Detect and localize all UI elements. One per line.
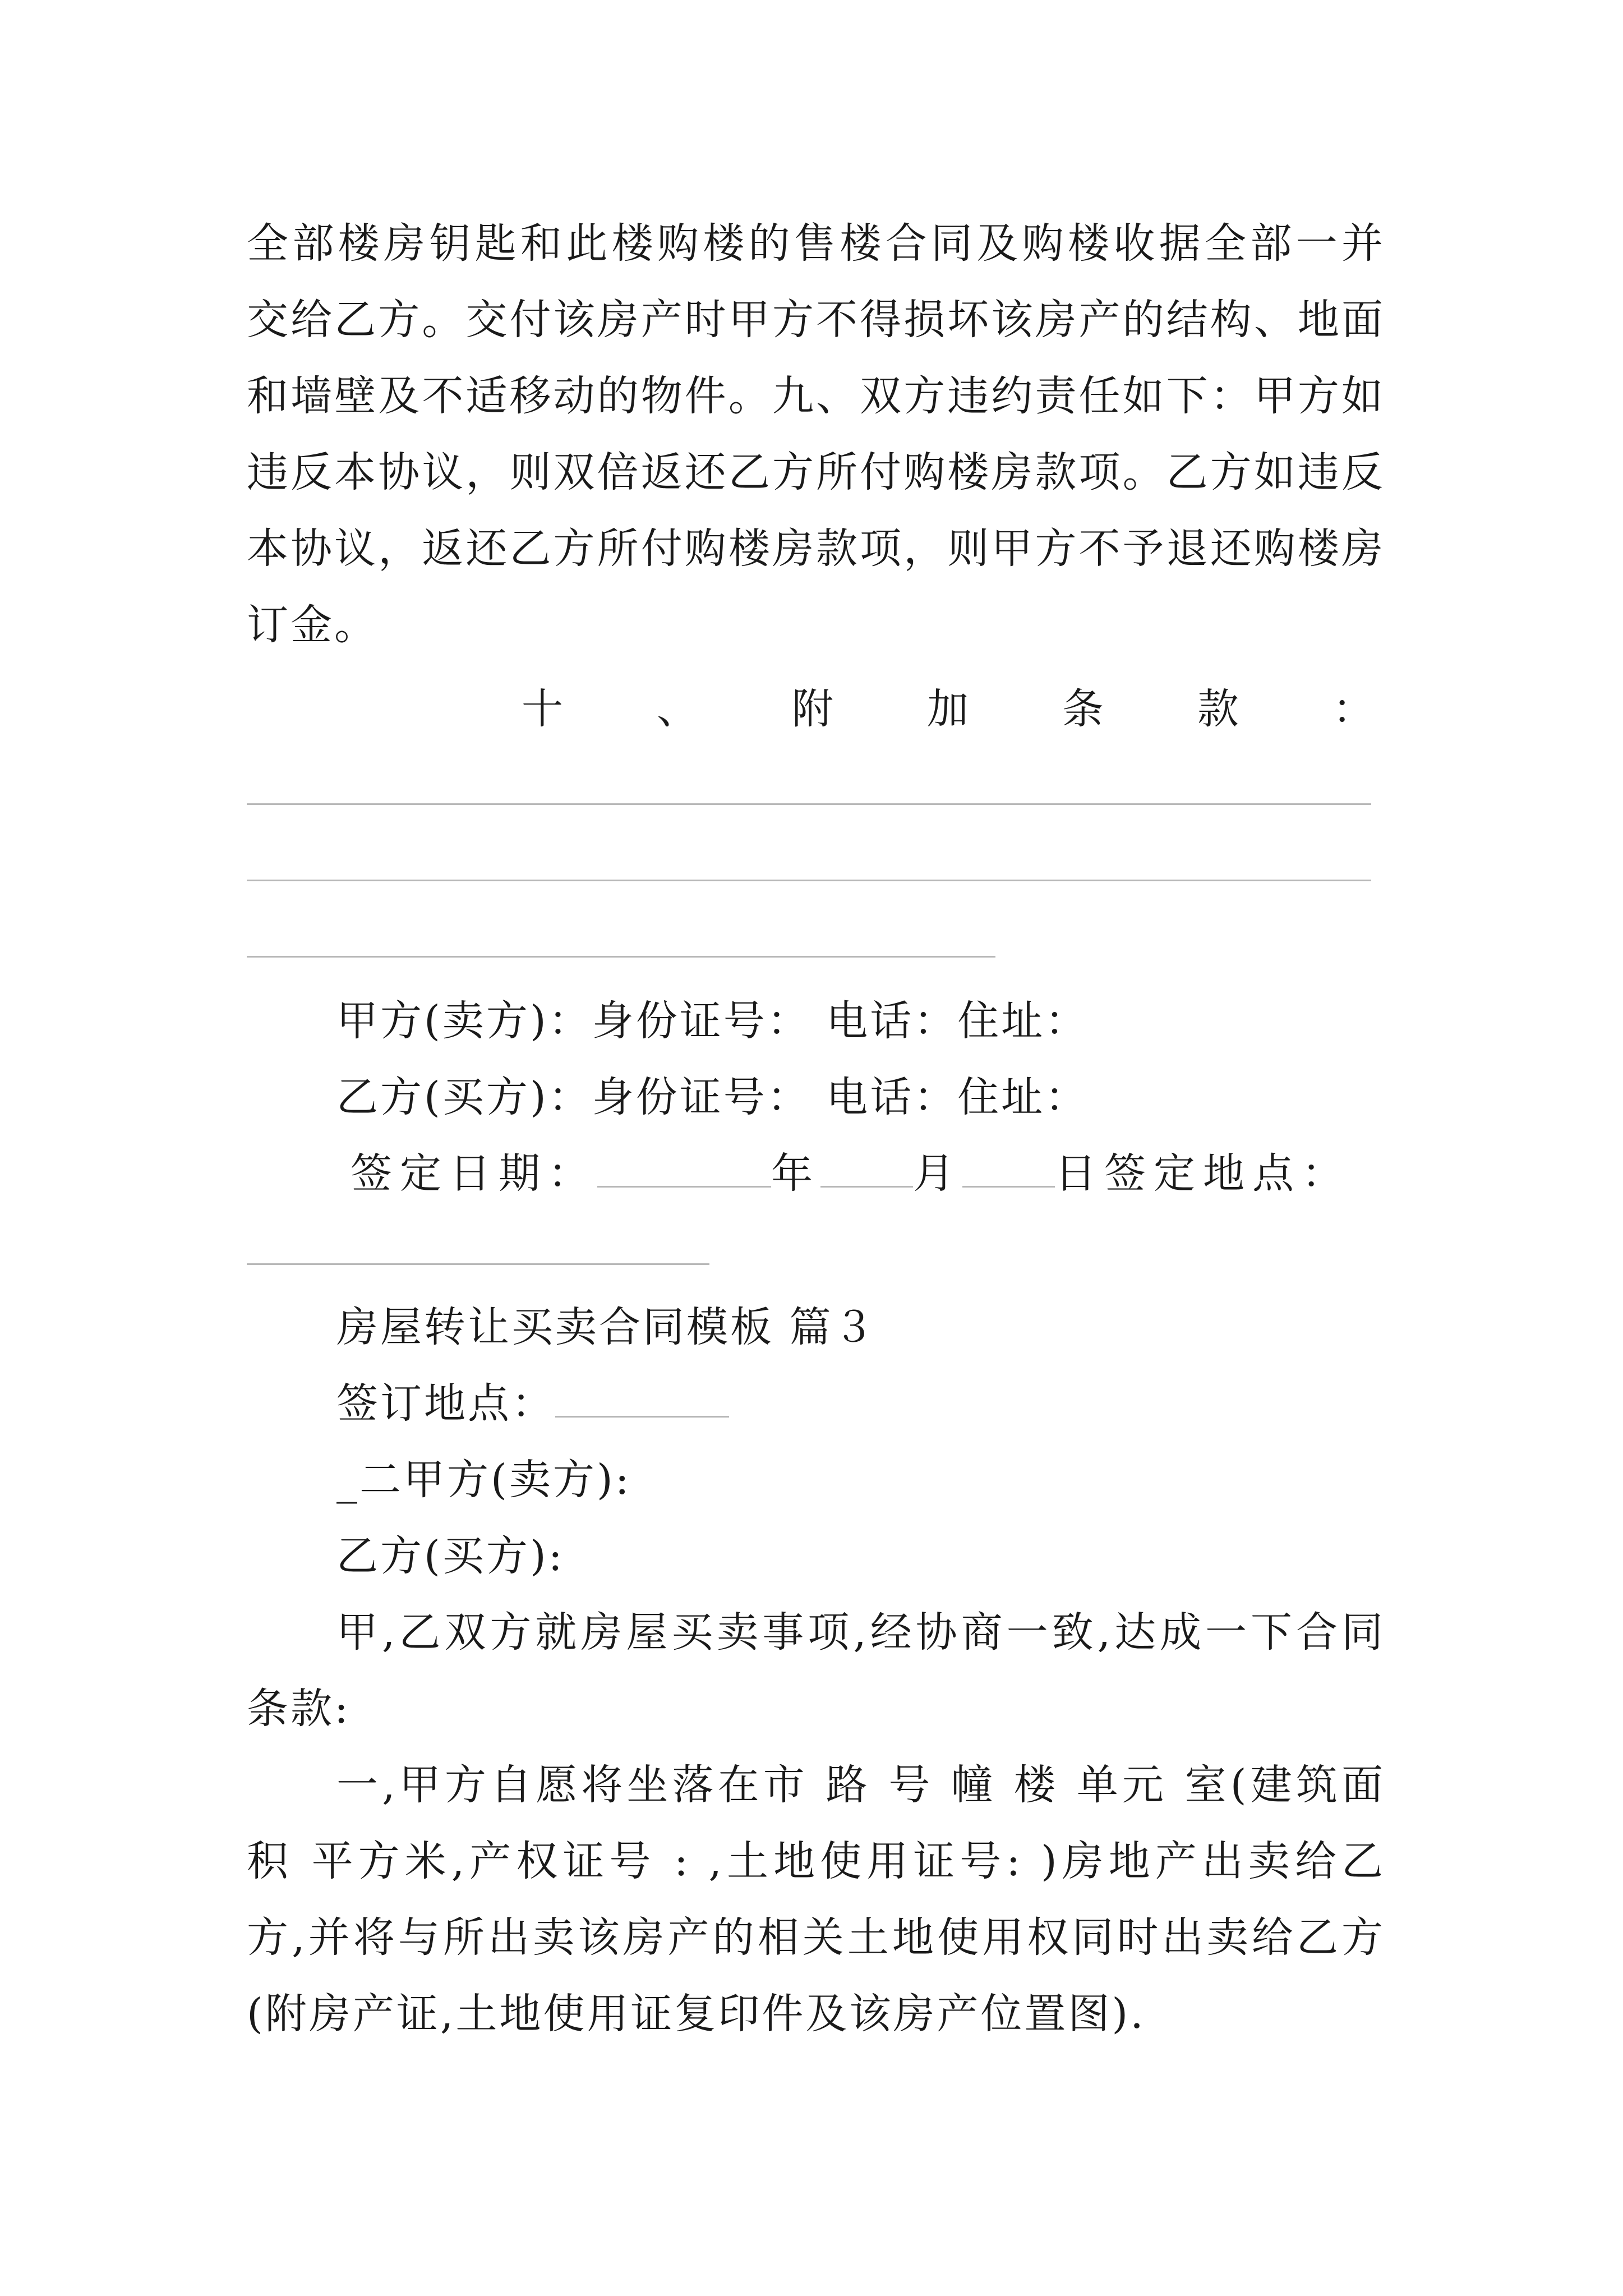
party-a-info: 甲方(卖方)：身份证号： 电话：住址： bbox=[336, 997, 1089, 1045]
year-blank bbox=[597, 1151, 771, 1188]
paragraph-top-line-2: 交给乙方。交付该房产时甲方不得损坏该房产的结构、地面 bbox=[247, 296, 1385, 344]
signing-date-label: 签定日期： bbox=[351, 1149, 597, 1198]
clause1-line-4: (附房产证,土地使用证复印件及该房产位置图). bbox=[247, 1990, 1146, 2038]
paragraph-top-line-1: 全部楼房钥匙和此楼购楼的售楼合同及购楼收据全部一并 bbox=[247, 219, 1385, 268]
section3-sign-place bbox=[336, 1365, 1475, 1442]
day-blank bbox=[962, 1151, 1055, 1188]
signing-date-line bbox=[351, 1135, 1371, 1212]
paragraph-top-line-5: 本协议，返还乙方所付购楼房款项，则甲方不予退还购楼房 bbox=[247, 524, 1385, 573]
section3-intro-line-1: 甲,乙双方就房屋买卖事项,经协商一致,达成一下合同 bbox=[336, 1608, 1385, 1657]
paragraph-top-line-4: 违反本协议，则双倍返还乙方所付购楼房款项。乙方如违反 bbox=[247, 448, 1385, 496]
year-label: 年 bbox=[771, 1149, 820, 1198]
month-label: 月 bbox=[913, 1149, 962, 1198]
day-place-label: 日签定地点： bbox=[1055, 1149, 1351, 1198]
additional-terms-blank-line-2 bbox=[247, 880, 1371, 881]
heading-char: 、 bbox=[657, 685, 698, 733]
heading-char: 十 bbox=[522, 685, 563, 733]
heading-char: ： bbox=[1332, 685, 1374, 733]
section3-buyer: 乙方(买方): bbox=[336, 1532, 565, 1580]
paragraph-top-line-3: 和墙壁及不适移动的物件。九、双方违约责任如下：甲方如 bbox=[247, 372, 1385, 420]
additional-terms-heading bbox=[522, 671, 1374, 747]
sign-place-blank bbox=[555, 1381, 729, 1418]
party-b-info: 乙方(买方)：身份证号： 电话：住址： bbox=[336, 1073, 1089, 1121]
additional-terms-blank-line-3 bbox=[247, 956, 995, 958]
section3-intro-line-2: 条款: bbox=[247, 1685, 351, 1733]
clause1-line-2: 积 平方米,产权证号 : ,土地使用证号: )房地产出卖给乙 bbox=[247, 1837, 1385, 1885]
heading-char: 条 bbox=[1062, 685, 1104, 733]
paragraph-top-last-line: 订金。 bbox=[247, 601, 378, 649]
clause1-line-1: 一,甲方自愿将坐落在市 路 号 幢 楼 单元 室(建筑面 bbox=[336, 1761, 1385, 1809]
month-blank bbox=[820, 1151, 913, 1188]
heading-char: 款 bbox=[1197, 685, 1239, 733]
section3-title: 房屋转让买卖合同模板 篇３ bbox=[336, 1303, 877, 1351]
signing-place-blank bbox=[247, 1263, 709, 1265]
heading-char: 附 bbox=[792, 685, 833, 733]
clause1-line-3: 方,并将与所出卖该房产的相关土地使用权同时出卖给乙方 bbox=[247, 1913, 1385, 1962]
additional-terms-blank-line-1 bbox=[247, 803, 1371, 805]
section3-seller: _二甲方(卖方): bbox=[336, 1456, 631, 1504]
sign-place-label: 签订地点： bbox=[336, 1379, 555, 1428]
heading-char: 加 bbox=[927, 685, 969, 733]
